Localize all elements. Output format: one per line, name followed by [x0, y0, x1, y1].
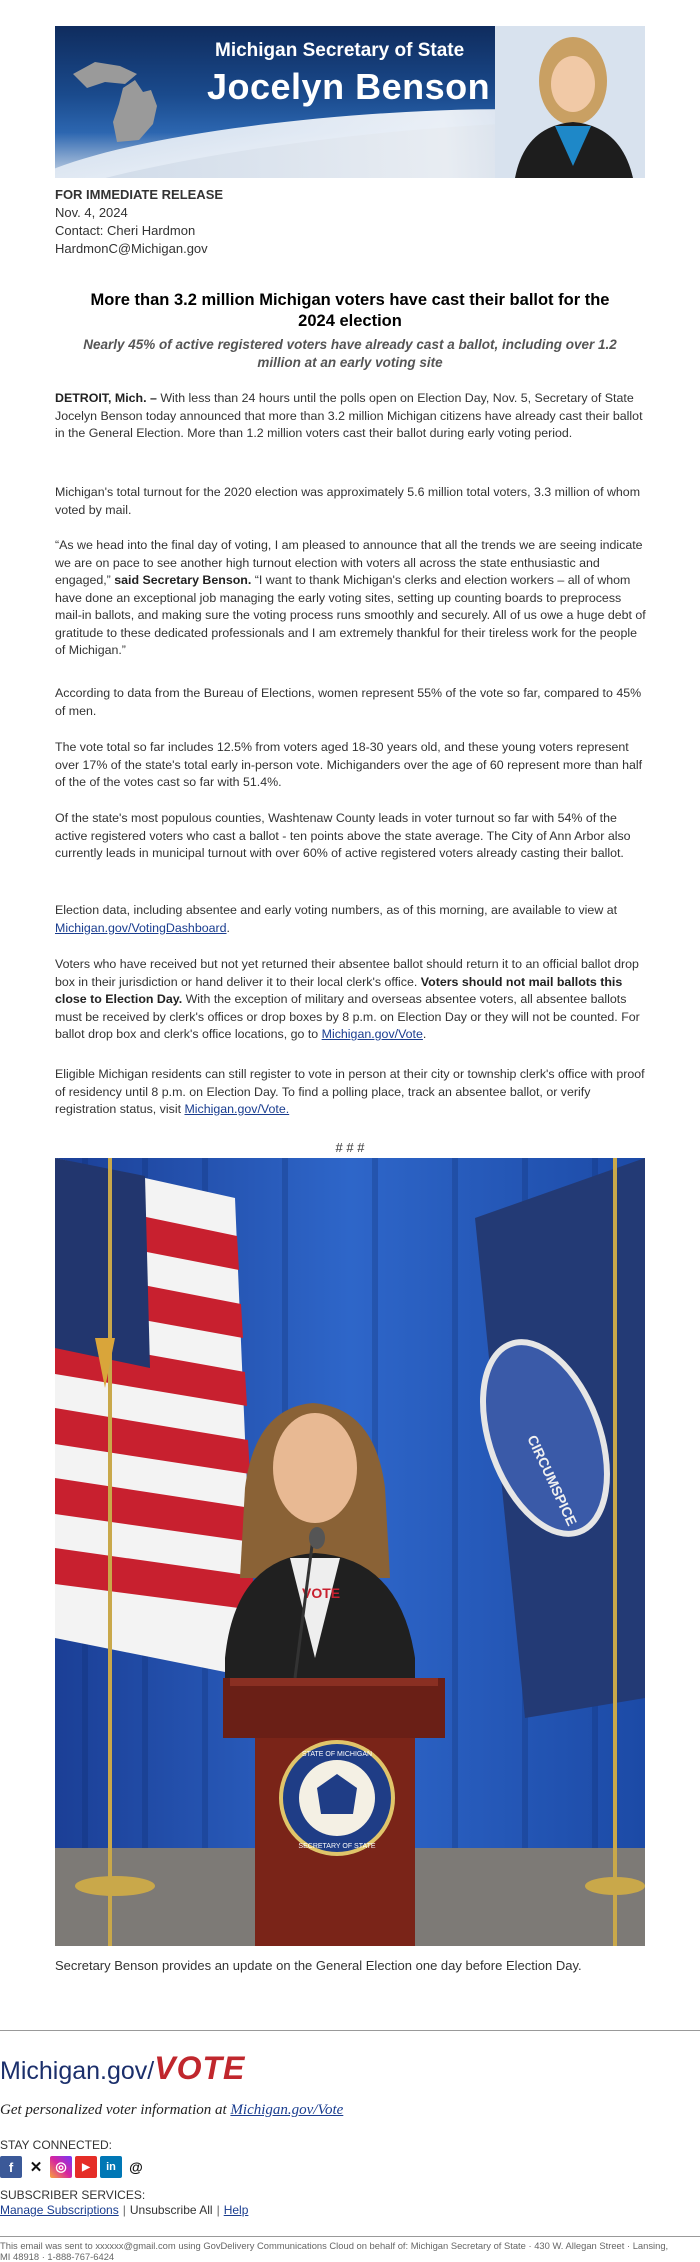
quote-part-1: “As we head into the final day of voting, I am pleased to announce that all the trends we are seeing indicate we are on pace to see another high turnout election with voters all across the state enthusiastic and engaged,” — [55, 538, 643, 587]
press-photo — [55, 1158, 645, 1946]
paragraph-1 — [55, 390, 647, 443]
vote-logo-main: Michigan.gov/ — [0, 2057, 155, 2085]
headline: More than 3.2 million Michigan voters have cast their ballot for the 2024 election — [90, 291, 610, 330]
paragraph-4: According to data from the Bureau of Elections, women represent 55% of the vote so far, compared to 45% of men. — [55, 686, 642, 718]
subscriber-services-label: SUBSCRIBER SERVICES: — [0, 2188, 146, 2202]
unsubscribe-all-link[interactable]: Unsubscribe All — [129, 2203, 213, 2217]
youtube-icon[interactable]: ▶ — [75, 2156, 97, 2178]
end-marker: # # # — [335, 1140, 365, 1155]
threads-icon[interactable]: @ — [129, 2159, 143, 2175]
release-email: HardmonC@Michigan.gov — [55, 241, 208, 256]
stay-connected-label: STAY CONNECTED: — [0, 2138, 113, 2152]
paragraph-5: The vote total so far includes 12.5% from voters aged 18-30 years old, and these young voters represent over 17% of the state's total early in-person vote. Michiganders over the age of 60 represent more than half of the of the votes cast so far with 51.4%. — [55, 740, 643, 789]
linkedin-icon[interactable]: in — [100, 2156, 122, 2178]
instagram-icon[interactable]: ◎ — [50, 2156, 72, 2178]
vote-link-1[interactable]: Michigan.gov/Vote — [321, 1027, 423, 1041]
fine-print: This email was sent to xxxxxx@gmail.com using GovDelivery Communications Cloud on behalf of: Michigan Secretary of State · 430 W. Allegan Street · Lansing, MI 48918 · 1-888-767-6424 — [0, 2240, 669, 2262]
vote-link-2[interactable]: Michigan.gov/Vote. — [184, 1102, 290, 1116]
paragraph-8-text-a: Voters who have received but not yet returned their absentee ballot should return it to an official ballot drop box in their jurisdiction or hand deliver it to their local clerk's office. — [55, 957, 639, 989]
release-date: Nov. 4, 2024 — [55, 205, 128, 220]
paragraph-3 — [55, 537, 647, 660]
release-info — [55, 186, 223, 258]
facebook-icon[interactable]: f — [0, 2156, 22, 2178]
podium — [223, 1678, 445, 1946]
footer-divider-bottom — [0, 2236, 700, 2237]
paragraph-8-text-b: With the exception of military and overseas absentee voters, all absentee ballots must be received by clerk's offices or drop boxes by 8 p.m. on Election Day or they will not be counted. For ballot drop box and clerk's office locations, go to — [55, 992, 640, 1041]
divider-1: | — [122, 2203, 126, 2217]
dateline: DETROIT, Mich. – — [55, 391, 157, 405]
social-icons — [0, 2156, 147, 2178]
subheadline: Nearly 45% of active registered voters have already cast a ballot, including over 1.2 million at an early voting site — [83, 337, 617, 370]
paragraph-9 — [55, 1066, 647, 1119]
release-label: FOR IMMEDIATE RELEASE — [55, 187, 224, 202]
paragraph-8 — [55, 956, 647, 1044]
paragraph-9-text: Eligible Michigan residents can still register to vote in person at their city or township clerk's office with proof of residency until 8 p.m. on Election Day. To find a polling place, track an absentee ballot, or verify registration status, visit — [55, 1067, 645, 1116]
quote-part-2: “I want to thank Michigan's clerks and election workers – all of whom have done an exceptional job managing the early voting sites, setting up counting boards to preprocess mail-in ballots, and making sure the voting process runs smoothly and securely. All of us owe a huge debt of gratitude to these dedicated professionals and I am extremely thankful for their tireless work for the people of Michigan.” — [55, 573, 646, 657]
vote-logo-vote: VOTE — [154, 2050, 246, 2086]
paragraph-8-end: . — [422, 1027, 427, 1041]
portrait-photo — [495, 26, 645, 178]
subscriber-services — [0, 2188, 248, 2218]
michigan-map-icon — [65, 44, 175, 154]
press-photo-illustration — [55, 1158, 645, 1946]
paragraph-6: Of the state's most populous counties, Washtenaw County leads in voter turnout so far with 54% of the active registered voters who cast a ballot - ten points above the state average. The City of Ann Arbor also currently leads in municipal turnout with over 60% of active registered voters already casting their ballot. — [55, 811, 631, 860]
voting-dashboard-link[interactable]: Michigan.gov/VotingDashboard — [55, 920, 227, 935]
footer-divider-top — [0, 2030, 700, 2031]
shirt-text: VOTE — [302, 1585, 341, 1601]
attribution: said Secretary Benson. — [110, 573, 252, 587]
banner-name: Jocelyn Benson — [207, 66, 491, 107]
help-link[interactable]: Help — [223, 2203, 249, 2217]
paragraph-7 — [55, 902, 647, 937]
vote-logo[interactable] — [0, 2050, 245, 2087]
paragraph-7-text: Election data, including absentee and early voting numbers, as of this morning, are available to view at — [55, 903, 618, 917]
release-contact: Contact: Cheri Hardmon — [55, 223, 196, 238]
seal-top-text: STATE OF MICHIGAN — [301, 1751, 373, 1758]
seal-bottom-text: SECRETARY OF STATE — [298, 1843, 376, 1850]
paragraph-2: Michigan's total turnout for the 2020 election was approximately 5.6 million total voters, 3.3 million of whom voted by mail. — [55, 485, 641, 517]
header-banner — [55, 26, 645, 178]
paragraph-1-text: With less than 24 hours until the polls open on Election Day, Nov. 5, Secretary of State Jocelyn Benson today announced that more than 3.2 million Michigan citizens have already cast their ballot in the General Election. More than 1.2 million voters cast their ballot during early voting period. — [55, 391, 643, 440]
banner-office-title: Michigan Secretary of State — [215, 40, 465, 61]
divider-2: | — [216, 2203, 220, 2217]
flag-motto: CIRCUMSPICE — [524, 1432, 581, 1529]
personalized-vote-link[interactable]: Michigan.gov/Vote — [230, 2102, 344, 2118]
personalized-info — [0, 2102, 343, 2119]
photo-caption: Secretary Benson provides an update on the General Election one day before Election Day. — [55, 1958, 582, 1973]
paragraph-8-bold: Voters should not mail ballots this close to Election Day. — [55, 974, 623, 1006]
personalized-info-text: Get personalized voter information at — [0, 2102, 231, 2118]
x-icon[interactable]: ✕ — [29, 2159, 43, 2176]
paragraph-7-end: . — [226, 920, 230, 935]
manage-subscriptions-link[interactable]: Manage Subscriptions — [0, 2203, 119, 2217]
